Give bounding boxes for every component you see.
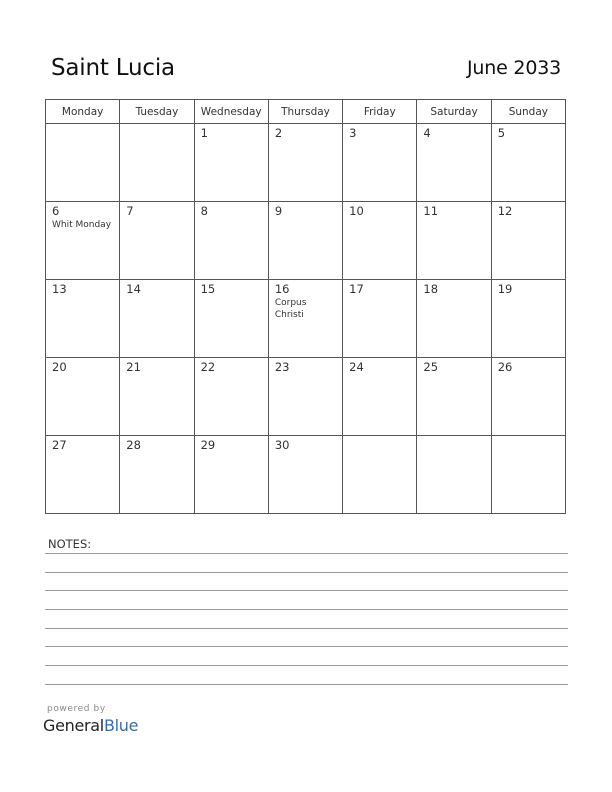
calendar-day-cell bbox=[46, 124, 120, 202]
calendar-day-cell bbox=[417, 202, 491, 280]
day-number: 19 bbox=[497, 282, 513, 296]
day-number: 5 bbox=[497, 126, 506, 140]
day-number: 8 bbox=[200, 204, 208, 218]
holiday-label: Whit Monday bbox=[52, 220, 112, 230]
calendar-day-cell bbox=[120, 436, 194, 514]
calendar-day-cell bbox=[268, 358, 342, 436]
calendar-day-cell bbox=[417, 436, 491, 514]
day-number: 27 bbox=[52, 438, 67, 452]
day-number: 17 bbox=[349, 282, 364, 296]
day-number: 25 bbox=[423, 360, 439, 374]
powered-by-label: powered by bbox=[47, 704, 106, 714]
day-number: 4 bbox=[423, 126, 431, 140]
day-number: 9 bbox=[274, 204, 283, 218]
weekday-monday: Monday bbox=[46, 100, 120, 124]
note-line bbox=[45, 684, 568, 685]
day-number: 18 bbox=[423, 282, 439, 296]
calendar-day-cell bbox=[194, 358, 268, 436]
notes-label: NOTES: bbox=[48, 537, 92, 551]
calendar-grid bbox=[45, 99, 566, 514]
day-number: 24 bbox=[349, 360, 364, 374]
note-line bbox=[45, 628, 568, 629]
weekday-header-row bbox=[46, 100, 566, 124]
day-number: 2 bbox=[274, 126, 283, 140]
holiday-label: Corpus Christi bbox=[274, 298, 307, 320]
calendar-day-cell bbox=[268, 124, 342, 202]
day-number: 12 bbox=[497, 204, 513, 218]
note-line bbox=[45, 609, 568, 610]
day-number: 11 bbox=[423, 204, 439, 218]
calendar-day-cell bbox=[194, 124, 268, 202]
calendar-day-cell bbox=[120, 280, 194, 358]
calendar-day-cell bbox=[46, 436, 120, 514]
calendar-day-cell bbox=[491, 358, 565, 436]
note-line bbox=[45, 553, 568, 554]
weekday-saturday: Saturday bbox=[417, 100, 491, 124]
day-number: 21 bbox=[126, 360, 141, 374]
brand-logo bbox=[43, 716, 138, 735]
calendar-day-cell bbox=[268, 280, 342, 358]
calendar-week-row bbox=[46, 358, 566, 436]
calendar-day-cell bbox=[46, 280, 120, 358]
calendar-day-cell bbox=[194, 202, 268, 280]
weekday-friday: Friday bbox=[343, 100, 417, 124]
calendar-week-row bbox=[46, 124, 566, 202]
day-number: 20 bbox=[52, 360, 67, 374]
calendar-day-cell bbox=[46, 202, 120, 280]
brand-logo-part1: General bbox=[43, 716, 104, 735]
calendar-day-cell bbox=[343, 124, 417, 202]
day-number: 22 bbox=[200, 360, 216, 374]
weekday-tuesday: Tuesday bbox=[120, 100, 194, 124]
calendar-day-cell bbox=[491, 202, 565, 280]
weekday-wednesday: Wednesday bbox=[194, 100, 268, 124]
day-number: 15 bbox=[200, 282, 216, 296]
day-number: 1 bbox=[200, 126, 208, 140]
calendar-day-cell bbox=[194, 436, 268, 514]
calendar-body bbox=[46, 124, 566, 514]
calendar-week-row bbox=[46, 280, 566, 358]
calendar-day-cell bbox=[268, 202, 342, 280]
calendar-day-cell bbox=[343, 202, 417, 280]
calendar-day-cell bbox=[120, 124, 194, 202]
note-line bbox=[45, 665, 568, 666]
calendar-day-cell bbox=[417, 358, 491, 436]
calendar-day-cell bbox=[491, 280, 565, 358]
day-number: 13 bbox=[52, 282, 67, 296]
weekday-thursday: Thursday bbox=[268, 100, 342, 124]
calendar-day-cell bbox=[417, 280, 491, 358]
day-number: 16 bbox=[274, 282, 290, 296]
day-number: 14 bbox=[126, 282, 141, 296]
note-line bbox=[45, 572, 568, 573]
calendar-day-cell bbox=[120, 358, 194, 436]
day-number: 28 bbox=[126, 438, 141, 452]
month-label: June 2033 bbox=[467, 57, 561, 79]
day-number: 3 bbox=[349, 126, 357, 140]
calendar-day-cell bbox=[343, 280, 417, 358]
calendar-day-cell bbox=[417, 124, 491, 202]
calendar-day-cell bbox=[343, 436, 417, 514]
calendar-day-cell bbox=[491, 436, 565, 514]
day-number: 23 bbox=[274, 360, 290, 374]
page-title: Saint Lucia bbox=[51, 55, 175, 81]
day-number: 7 bbox=[126, 204, 134, 218]
day-number: 10 bbox=[349, 204, 364, 218]
note-line bbox=[45, 646, 568, 647]
day-number: 6 bbox=[52, 204, 60, 218]
calendar-day-cell bbox=[491, 124, 565, 202]
calendar-day-cell bbox=[268, 436, 342, 514]
weekday-sunday: Sunday bbox=[491, 100, 565, 124]
brand-logo-part2: Blue bbox=[103, 716, 139, 735]
calendar-day-cell bbox=[46, 358, 120, 436]
day-number: 30 bbox=[274, 438, 290, 452]
calendar-day-cell bbox=[343, 358, 417, 436]
note-line bbox=[45, 590, 568, 591]
calendar-week-row bbox=[46, 202, 566, 280]
calendar-day-cell bbox=[120, 202, 194, 280]
day-number: 29 bbox=[200, 438, 216, 452]
calendar-day-cell bbox=[194, 280, 268, 358]
day-number: 26 bbox=[497, 360, 513, 374]
calendar-week-row bbox=[46, 436, 566, 514]
